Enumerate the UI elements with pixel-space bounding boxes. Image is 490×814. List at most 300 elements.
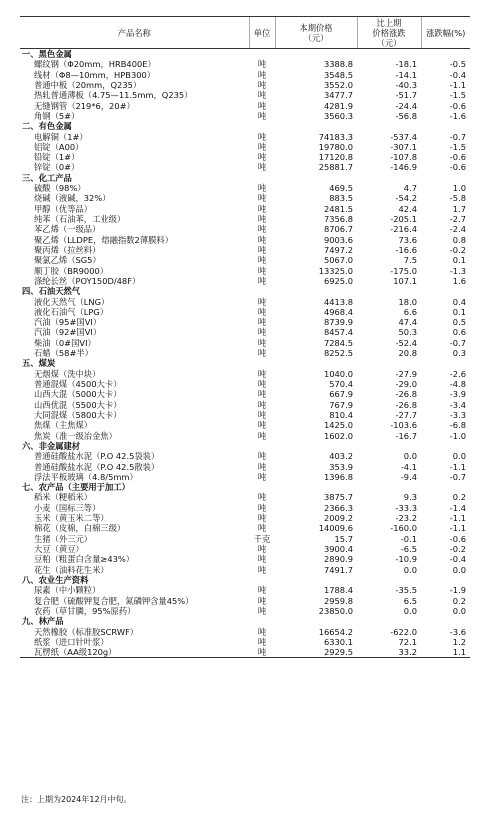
percent-cell: -0.7 [449,337,466,348]
percent-cell: 0.3 [452,348,466,359]
table-row [20,307,470,317]
product-name-cell: 瓦楞纸（AA级120g） [20,647,249,658]
percent-cell: 0.2 [452,595,466,606]
table-row [20,606,470,616]
price-cell: 1788.4 [323,585,353,596]
category-title: 一、黑色金属 [22,49,72,59]
table-row [20,80,470,90]
percent-cell: 0.6 [452,327,466,338]
price-cell: 2009.2 [323,513,353,524]
table-row [20,142,470,152]
table-row [20,647,470,658]
price-cell: 1425.0 [323,420,353,431]
percent-cell: -0.6 [449,152,466,163]
change-cell: 18.0 [398,296,417,307]
price-cell: 15.7 [334,533,353,544]
change-cell: -216.4 [390,224,417,235]
price-cell: 2366.3 [323,502,353,513]
table-row [20,379,470,389]
price-cell: 2481.5 [323,203,353,214]
table-row [20,534,470,544]
percent-cell: -1.1 [449,79,466,90]
percent-cell: -0.4 [449,554,466,565]
price-cell: 2929.5 [275,647,357,658]
price-cell: 6925.0 [323,275,353,286]
price-cell: 3548.5 [323,69,353,80]
unit-cell: 吨 [257,585,267,596]
change-cell: 73.6 [398,234,417,245]
unit-cell: 吨 [257,317,267,328]
table-row [20,152,470,162]
unit-cell: 吨 [257,110,267,121]
table-row [20,410,470,420]
unit-cell: 吨 [257,327,267,338]
change-cell: -16.6 [395,244,417,255]
product-name-cell: 大同混煤（5800大卡） [34,409,122,420]
price-cell: 13325.0 [318,265,353,276]
unit-cell: 吨 [257,502,267,513]
percent-cell: 0.2 [452,492,466,503]
price-cell: 3875.7 [323,492,353,503]
product-name-cell: 热轧普通薄板（4.75—11.5mm，Q235） [34,90,193,101]
product-name-cell: 焦煤（主焦煤） [34,420,93,431]
table-row [20,297,470,307]
header-current-price: 本期价格 （元） [275,17,357,49]
price-cell: 25881.7 [318,162,353,173]
percent-cell: -5.8 [449,193,466,204]
percent-cell: -1.1 [449,523,466,534]
product-name-cell: 铅锭（1#） [34,152,80,163]
percent-cell: -2.4 [449,224,466,235]
change-cell: -4.1 [400,461,417,472]
price-cell: 74183.3 [318,131,353,142]
price-cell: 9003.6 [323,234,353,245]
percent-cell: -1.0 [449,430,466,441]
change-cell: -35.5 [395,585,417,596]
table-row [20,348,470,358]
product-name-cell: 天然橡胶（标准胶SCRWF） [34,626,139,637]
percent-cell: 1.0 [452,183,466,194]
unit-cell: 吨 [257,492,267,503]
table-row [20,59,470,69]
footnote: 注：上期为2024年12月中旬。 [21,795,132,804]
unit-cell: 吨 [257,605,267,616]
percent-cell: 0.0 [452,605,466,616]
percent-cell: -1.6 [449,110,466,121]
percent-cell: -3.9 [449,389,466,400]
table-row [20,90,470,100]
header-change-percent: 涨跌幅(%) [421,17,470,49]
table-row [20,101,470,111]
price-cell: 570.4 [329,379,353,389]
unit-cell: 吨 [257,244,267,255]
change-cell: -56.8 [395,110,417,121]
change-cell: -40.3 [395,79,417,90]
price-cell: 8739.9 [323,317,353,328]
product-name-cell: 山西大混（5000大卡） [34,389,122,400]
table-row [20,193,470,203]
product-name-cell: 无烟煤（洗中块） [34,368,101,379]
percent-cell: -2.7 [449,214,466,224]
unit-cell: 吨 [257,461,267,472]
unit-cell: 吨 [257,275,267,286]
table-row [20,492,470,502]
price-cell: 4413.8 [323,296,353,307]
percent-cell: -1.3 [449,265,466,276]
price-cell: 1040.0 [323,368,353,379]
table-row [20,451,470,461]
price-cell: 17120.8 [318,152,353,163]
table-row [20,544,470,554]
price-cell: 19780.0 [318,141,353,152]
table-row [20,472,470,482]
table-row [20,327,470,337]
percent-cell: 1.2 [452,636,466,647]
product-name-cell: 普通硅酸盐水泥（P.O 42.5袋装） [34,451,160,462]
product-name-cell: 生猪（外三元） [34,533,93,544]
unit-cell: 吨 [257,69,267,80]
percent-cell: 0.8 [452,234,466,245]
product-name-cell: 无缝钢管（219*6，20#） [34,100,135,111]
product-name-cell: 锌锭（0#） [34,162,80,173]
category-title: 八、农业生产资料 [22,574,89,585]
unit-cell: 吨 [257,214,267,224]
unit-cell: 吨 [257,513,267,524]
unit-cell: 吨 [257,59,267,70]
table-row [20,420,470,430]
table-row [20,276,470,286]
unit-cell: 吨 [257,90,267,101]
table-row [20,513,470,523]
percent-cell: -0.6 [449,162,466,173]
table-row [20,183,470,193]
product-name-cell: 线材（Φ8—10mm，HPB300） [34,69,156,80]
change-cell: -9.4 [400,471,417,482]
change-cell: -175.0 [390,265,417,276]
category-title: 五、煤炭 [22,358,56,369]
product-name-cell: 铝锭（A00） [34,141,84,152]
price-cell: 7284.5 [323,337,353,348]
percent-cell: -3.3 [449,409,466,420]
unit-cell: 吨 [257,203,267,214]
product-name-cell: 顺丁胶（BR9000） [34,265,109,276]
unit-cell: 吨 [257,368,267,379]
change-cell: 0.0 [403,605,417,616]
unit-cell: 吨 [257,554,267,565]
price-cell: 667.9 [329,389,353,400]
category-row [20,358,470,368]
price-cell: 810.4 [329,409,353,420]
price-cell: 4281.9 [323,100,353,111]
unit-cell: 吨 [257,265,267,276]
product-name-cell: 玉米（黄玉米二等） [34,513,109,524]
change-cell: 4.7 [403,183,417,194]
product-name-cell: 普通混煤（4500大卡） [34,379,122,389]
table-row [20,400,470,410]
category-row [20,482,470,492]
product-name-cell: 棉花（皮棉，白棉三级） [34,523,126,534]
unit-cell: 吨 [257,141,267,152]
percent-cell: 1.1 [421,647,470,658]
table-row [20,338,470,348]
header-unit: 单位 [249,17,275,49]
price-cell: 1396.8 [323,471,353,482]
unit-cell: 吨 [257,544,267,554]
product-name-cell: 普通中板（20mm，Q235） [34,79,142,90]
unit-cell: 吨 [257,626,267,637]
table-row [20,214,470,224]
price-cell: 3552.0 [323,79,353,90]
price-cell: 16654.2 [318,626,353,637]
percent-cell: -1.9 [449,585,466,596]
change-cell: -27.9 [395,368,417,379]
unit-cell: 吨 [257,306,267,317]
percent-cell: 0.4 [452,296,466,307]
product-name-cell: 液化石油气（LPG） [34,306,109,317]
category-row [20,441,470,451]
price-table [20,16,470,658]
change-cell: -16.7 [395,430,417,441]
table-row [20,596,470,606]
change-cell: -27.7 [395,409,417,420]
table-row [20,369,470,379]
product-name-cell: 角钢（5#） [34,110,80,121]
product-name-cell: 豆粕（粗蛋白含量≥43%） [34,554,135,565]
unit-cell: 吨 [257,636,267,647]
unit-cell: 吨 [257,183,267,194]
category-row [20,575,470,585]
table-row [20,431,470,441]
product-name-cell: 液化天然气（LNG） [34,296,110,307]
change-cell: -107.8 [390,152,417,163]
product-name-cell: 焦炭（准一级冶金焦） [34,430,117,441]
change-cell: 42.4 [398,203,417,214]
percent-cell: 0.1 [452,255,466,266]
category-title: 六、非金属建材 [22,440,81,451]
table-row [20,132,470,142]
table-row [20,627,470,637]
change-cell: 0.0 [403,564,417,575]
price-cell: 3900.4 [323,544,353,554]
price-cell: 2959.8 [323,595,353,606]
product-name-cell: 浮法平板玻璃（4.8/5mm） [34,471,138,482]
category-row [20,286,470,296]
table-row [20,523,470,533]
percent-cell: 1.6 [452,275,466,286]
price-cell: 14009.6 [318,523,353,534]
category-title: 三、化工产品 [22,172,72,183]
table-row [20,70,470,80]
price-cell: 3477.7 [323,90,353,101]
table-body [20,49,470,658]
product-name-cell: 柴油（0#国VI） [34,337,96,348]
change-cell: -26.8 [395,399,417,410]
unit-cell: 吨 [257,100,267,111]
change-cell: -29.0 [395,379,417,389]
price-cell: 3560.3 [323,110,353,121]
percent-cell: -0.7 [449,471,466,482]
change-cell: -160.0 [390,523,417,534]
percent-cell: -1.1 [449,513,466,524]
change-cell: -33.3 [395,502,417,513]
change-cell: -10.9 [395,554,417,565]
unit-cell: 吨 [257,255,267,266]
change-cell: 6.5 [403,595,417,606]
table-row [20,255,470,265]
change-cell: -18.1 [395,59,417,70]
price-cell: 23850.0 [318,605,353,616]
header-product-name: 产品名称 [20,17,249,49]
table-row [20,565,470,575]
percent-cell: -0.7 [449,131,466,142]
unit-cell: 吨 [257,379,267,389]
category-title: 二、有色金属 [22,121,72,132]
change-cell: 9.3 [403,492,417,503]
percent-cell: 1.7 [452,203,466,214]
unit-cell: 吨 [257,193,267,204]
product-name-cell: 汽油（92#国VI） [34,327,102,338]
price-cell: 7497.2 [323,244,353,255]
unit-cell: 吨 [257,430,267,441]
percent-cell: -1.5 [449,90,466,101]
unit-cell: 吨 [257,296,267,307]
price-cell: 7491.7 [323,564,353,575]
table-header-row [20,17,470,49]
table-row [20,111,470,121]
percent-cell: -4.8 [449,379,466,389]
percent-cell: -0.6 [449,533,466,544]
table-row [20,204,470,214]
price-cell: 767.9 [329,399,353,410]
table-row [20,637,470,647]
change-cell: 6.6 [403,306,417,317]
price-cell: 403.2 [329,451,353,462]
unit-cell: 吨 [257,523,267,534]
product-name-cell: 石蜡（58#半） [34,348,93,359]
change-cell: 20.8 [398,348,417,359]
change-cell: -146.9 [390,162,417,173]
percent-cell: 0.0 [452,451,466,462]
product-name-cell: 螺纹钢（Φ20mm，HRB400E） [34,59,156,70]
change-cell: -307.1 [390,141,417,152]
product-name-cell: 烧碱（液碱，32%） [34,193,111,204]
product-name-cell: 纸浆（进口针叶浆） [34,636,109,647]
change-cell: 72.1 [398,636,417,647]
percent-cell: -1.5 [449,141,466,152]
product-name-cell: 纯苯（石油苯，工业级） [34,214,126,224]
change-cell: 47.4 [398,317,417,328]
product-name-cell: 聚氯乙烯（SG5） [34,255,101,266]
price-cell: 8252.5 [323,348,353,359]
table-row [20,585,470,595]
percent-cell: -3.6 [449,626,466,637]
percent-cell: -1.4 [449,502,466,513]
category-row [20,49,470,60]
table-row [20,317,470,327]
unit-cell: 吨 [257,564,267,575]
change-cell: 50.3 [398,327,417,338]
change-cell: -537.4 [390,131,417,142]
category-title: 四、石油天然气 [22,286,81,297]
change-cell: -54.2 [395,193,417,204]
product-name-cell: 苯乙烯（一级品） [34,224,101,235]
product-name-cell: 普通硅酸盐水泥（P.O 42.5散装） [34,461,160,472]
change-cell: -24.4 [395,100,417,111]
percent-cell: 0.0 [452,564,466,575]
price-cell: 2890.9 [323,554,353,565]
price-cell: 469.5 [329,183,353,194]
change-cell: -51.7 [395,90,417,101]
product-name-cell: 小麦（国标三等） [34,502,101,513]
unit-cell: 吨 [257,131,267,142]
price-cell: 3388.8 [323,59,353,70]
table-row [20,162,470,172]
unit-cell: 吨 [257,152,267,163]
change-cell: -205.1 [390,214,417,224]
price-cell: 4968.4 [323,306,353,317]
price-cell: 8457.4 [323,327,353,338]
percent-cell: 0.5 [452,317,466,328]
product-name-cell: 甲醇（优等品） [34,203,93,214]
price-cell: 1602.0 [323,430,353,441]
table-row [20,389,470,399]
unit-cell: 吨 [257,79,267,90]
change-cell: -622.0 [390,626,417,637]
percent-cell: -0.5 [449,59,466,70]
unit-cell: 吨 [257,348,267,359]
unit-cell: 千克 [253,533,271,544]
change-cell: -23.2 [395,513,417,524]
unit-cell: 吨 [257,420,267,431]
percent-cell: -6.8 [449,420,466,431]
table-row [20,462,470,472]
unit-cell: 吨 [249,647,275,658]
product-name-cell: 尿素（中小颗粒） [34,585,101,596]
unit-cell: 吨 [257,234,267,245]
percent-cell: -0.2 [449,244,466,255]
unit-cell: 吨 [257,471,267,482]
percent-cell: -0.4 [449,69,466,80]
price-cell: 353.9 [329,461,353,472]
product-name-cell: 花生（油料花生米） [34,564,109,575]
unit-cell: 吨 [257,451,267,462]
change-cell: 0.0 [403,451,417,462]
category-row [20,173,470,183]
category-row [20,121,470,131]
change-cell: -103.6 [390,420,417,431]
unit-cell: 吨 [257,409,267,420]
percent-cell: -2.6 [449,368,466,379]
price-cell: 6330.1 [323,636,353,647]
category-title: 九、林产品 [22,616,64,627]
change-cell: -6.5 [400,544,417,554]
table-row [20,554,470,564]
unit-cell: 吨 [257,389,267,400]
product-name-cell: 农药（草甘膦，95%原药） [34,605,136,616]
product-name-cell: 山西优混（5500大卡） [34,399,122,410]
change-cell: 107.1 [393,275,417,286]
price-cell: 8706.7 [323,224,353,235]
product-name-cell: 聚丙烯（拉丝料） [34,244,101,255]
change-cell: -0.1 [400,533,417,544]
product-name-cell: 复合肥（硫酸钾复合肥，氮磷钾含量45%） [34,595,194,606]
change-cell: -52.4 [395,337,417,348]
change-cell: 7.5 [403,255,417,266]
change-cell: 33.2 [357,647,421,658]
percent-cell: -0.6 [449,100,466,111]
product-name-cell: 大豆（黄豆） [34,544,84,554]
category-title: 七、农产品（主要用于加工） [22,482,130,493]
